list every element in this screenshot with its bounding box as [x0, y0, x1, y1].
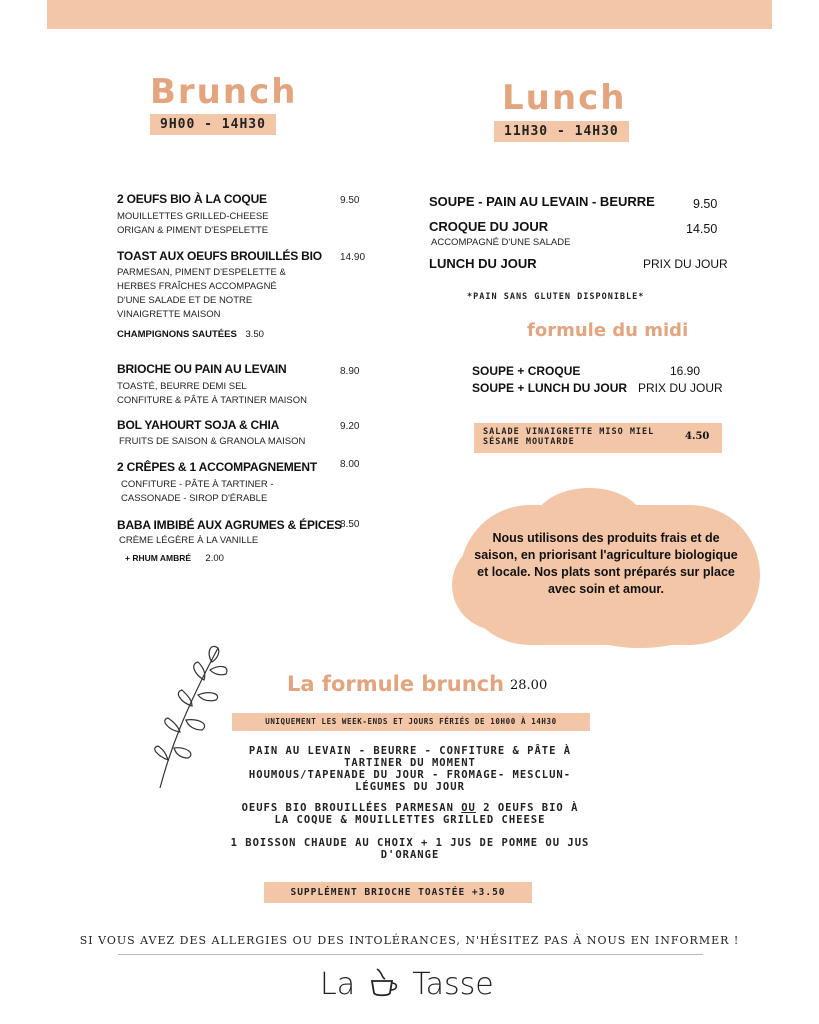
brunch-title: Brunch: [150, 72, 298, 112]
menu-item-name: LUNCH DU JOUR: [429, 256, 537, 271]
brunch-hours: 9H00 - 14H30: [150, 114, 276, 135]
menu-item-name: BRIOCHE OU PAIN AU LEVAIN: [117, 362, 287, 376]
menu-item-extra: + RHUM AMBRÉ 2.00: [125, 553, 224, 564]
formule-item-name: SOUPE + LUNCH DU JOUR: [472, 381, 628, 395]
supplement-box: [264, 882, 532, 903]
availability-text: UNIQUEMENT LES WEEK-ENDS ET JOURS FÉRIÉS DE 10H00 À 14H30: [265, 717, 557, 726]
menu-item-extra: CHAMPIGNONS SAUTÉES 3.50: [117, 329, 264, 340]
divider: [118, 954, 703, 955]
logo: La Tasse: [320, 967, 494, 1002]
menu-item-price: 9.50: [340, 195, 360, 206]
formule-brunch-line1: PAIN AU LEVAIN - BEURRE - CONFITURE & PÂTE À TARTINER DU MOMENT HOUMOUS/TAPENADE DU JOUR - FROMAGE- MESCLUN- LÉGUMES DU JOUR: [248, 745, 572, 793]
salade-price: 4.50: [685, 431, 710, 442]
menu-item-desc: MOUILLETTES GRILLED-CHEESE ORIGAN & PIMENT D'ESPELETTE: [117, 211, 269, 236]
top-band: [47, 0, 772, 29]
menu-item-price: 14.90: [340, 252, 366, 263]
formule-brunch-price: 28.00: [510, 678, 548, 693]
menu-item-name: CROQUE DU JOUR: [429, 219, 549, 234]
menu-item-name: BABA IMBIBÉ AUX AGRUMES & ÉPICES: [117, 518, 342, 532]
menu-item-desc: PARMESAN, PIMENT D'ESPELETTE & HERBES FRAÎCHES ACCOMPAGNÉ D'UNE SALADE ET DE NOTRE VINAIGRETTE MAISON: [117, 267, 286, 320]
salade-label: SALADE VINAIGRETTE MISO MIEL SÉSAME MOUTARDE: [483, 427, 655, 447]
lunch-hours: 11H30 - 14H30: [494, 121, 629, 142]
menu-item-desc: CRÈME LÉGÈRE À LA VANILLE: [119, 535, 259, 546]
menu-item-price: 9.20: [340, 421, 360, 432]
menu-item-name: BOL YAHOURT SOJA & CHIA: [117, 418, 280, 432]
lunch-title: Lunch: [502, 78, 627, 118]
formule-item-price: PRIX DU JOUR: [638, 381, 723, 395]
formule-brunch-line2: OEUFS BIO BROUILLÉES PARMESAN OU 2 OEUFS BIO À LA COQUE & MOUILLETTES GRILLED CHEESE: [241, 802, 579, 826]
formule-brunch-line3: 1 BOISSON CHAUDE AU CHOIX + 1 JUS DE POMME OU JUS D'ORANGE: [230, 837, 590, 861]
menu-item-name: 2 OEUFS BIO À LA COQUE: [117, 192, 267, 206]
menu-item-name: TOAST AUX OEUFS BROUILLÉS BIO: [117, 249, 322, 263]
salade-box: [474, 423, 722, 453]
cup-icon: [367, 965, 401, 999]
availability-box: [232, 713, 590, 731]
formule-item-name: SOUPE + CROQUE: [472, 364, 581, 378]
menu-item-price: 8.00: [340, 459, 360, 470]
menu-item-desc: CONFITURE - PÂTE À TARTINER - CASSONADE - SIROP D'ÉRABLE: [121, 479, 274, 504]
formule-brunch-title: La formule brunch: [287, 672, 505, 696]
menu-item-name: 2 CRÊPES & 1 ACCOMPAGNEMENT: [117, 460, 317, 474]
menu-item-price: 8.90: [340, 366, 360, 377]
gluten-note: *PAIN SANS GLUTEN DISPONIBLE*: [467, 292, 645, 302]
menu-item-name: SOUPE - PAIN AU LEVAIN - BEURRE: [429, 194, 655, 209]
menu-item-desc: ACCOMPAGNÉ D'UNE SALADE: [431, 237, 571, 248]
menu-item-price: 9.50: [693, 197, 718, 211]
menu-item-desc: FRUITS DE SAISON & GRANOLA MAISON: [119, 436, 306, 447]
menu-item-price: 8.50: [340, 519, 360, 530]
formule-item-price: 16.90: [670, 364, 701, 378]
menu-item-price: PRIX DU JOUR: [643, 257, 728, 271]
menu-item-desc: TOASTÉ, BEURRE DEMI SEL CONFITURE & PÂTE À TARTINER MAISON: [117, 381, 308, 406]
cloud-text: Nous utilisons des produits frais et de saison, en priorisant l'agriculture biologique et locale. Nos plats sont préparés sur place avec soin et amour.: [474, 531, 738, 596]
menu-item-price: 14.50: [686, 222, 718, 236]
allergy-note: SI VOUS AVEZ DES ALLERGIES OU DES INTOLÉRANCES, N'HÉSITEZ PAS À NOUS EN INFORMER !: [79, 934, 740, 947]
supplement-text: SUPPLÉMENT BRIOCHE TOASTÉE +3.50: [290, 887, 506, 898]
formule-midi-title: formule du midi: [527, 320, 689, 341]
